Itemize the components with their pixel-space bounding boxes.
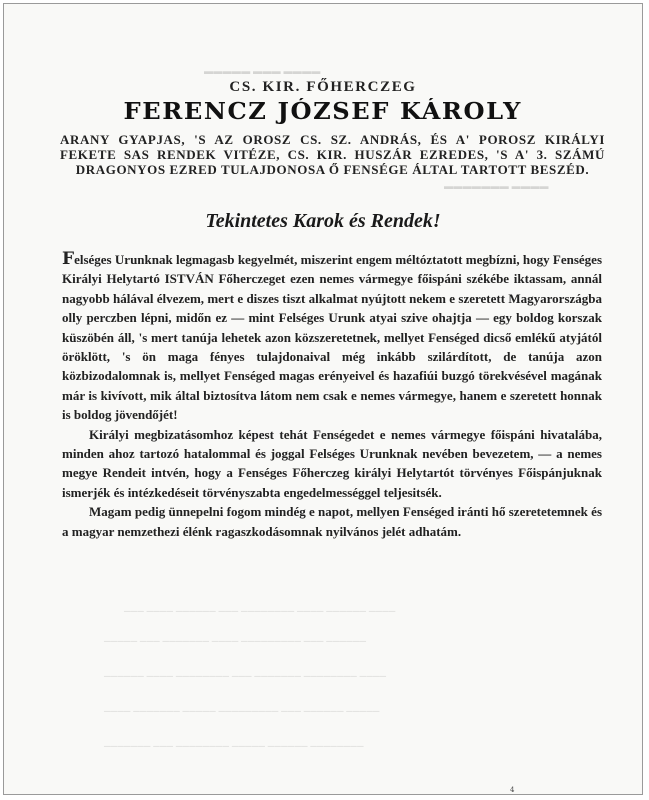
document-page <box>3 3 643 795</box>
salutation: Tekintetes Karok és Rendek! <box>205 210 441 232</box>
title-rank: CS. KIR. FŐHERCZEG <box>229 79 417 95</box>
show-through-text: ────── ──── ──────── ─── ─────── ──────── ──── <box>104 671 387 681</box>
show-through-text: ──── ─────── ───── ───────── ─── ────── ───── <box>104 706 380 716</box>
title-name: FERENCZ JÓZSEF KÁROLY <box>123 98 523 125</box>
subtitle: ARANY GYAPJAS, 'S AZ OROSZ CS. SZ. ANDRÁS, ÉS A' POROSZ KIRÁLYI FEKETE SAS RENDEK VITÉZE, CS. KIR. HUSZÁR EZREDES, 'S A' 3. SZÁMÚ DRAGONYOS EZRED TULAJDONOSA Ő FENSÉGE ÁLTAL TARTOTT BESZÉD. <box>60 132 605 177</box>
speech-body <box>62 250 602 541</box>
show-through-text: ─────── ─── ──────── ───── ────── ──────── <box>104 741 364 751</box>
drop-cap: F <box>62 249 75 269</box>
paragraph-2: Királyi megbizatásomhoz képest tehát Fenségedet e nemes vármegye főispáni hivatalába, minden ahoz tartozó hatalommal és joggal Felséges Urunknak nevében bevezetem, — a nemes megye Rendeit intvén, hogy a Fenséges Főherczeg királyi Helytartót törvényes Főispánjuknak ismerjék és intézkedéseit törvényszabta engedelmességgel teljesitsék. <box>62 426 602 500</box>
page-mark: 4 <box>510 786 515 794</box>
paragraph-3: Magam pedig ünnepelni fogom mindég e napot, mellyen Fenséged iránti hő szeretetemnek és a magyar nemzethezi élénk ragaszkodásomnak nyilvános jelét adhatám. <box>62 504 602 539</box>
paragraph-text: elséges Urunknak legmagasb kegyelmét, miszerint engem méltóztatott megbízni, hogy Fenséges Királyi Helytartó ISTVÁN Főherczeget ezen nemes vármegye főispáni székébe iktassam, annál nagyobb hálával élvezem, mert e diszes tiszt alkalmat nyújtott nekem e szeretett Magyarországba olly perczben lépni, midőn ez — mint Felséges Urunk atyai szive ohajtja — egy boldog korszak küszöbén áll, 's mert tanúja lehetek azon közszeretetnek, mellyet Fenséged dicső emlékű atyjától öröklött, 's ön maga fényes tulajdonaival még inkább szilárdított, de tanúja azon közbizodalomnak is, mellyet Fenséged magas erényeivel és hazafiúi buzgó törekvésével magának már is kivívott, mik által biztosítva látom nem csak e nemes vármegye, hanem e szeretett honnak is boldog jövendőjét! <box>62 252 602 423</box>
paragraph-1 <box>62 250 602 425</box>
document-header <box>4 79 642 125</box>
show-through-text: ───── ─── ─────── ──── ───────── ─── ────── <box>104 636 367 646</box>
show-through-text: ▬▬▬▬▬▬▬ ▬▬▬▬ <box>444 181 549 191</box>
show-through-text: ▬▬▬▬▬ ▬▬▬ ▬▬▬▬ <box>204 66 321 76</box>
show-through-text: ─── ──── ────── ─── ──────── ──── ────── ──── <box>124 606 396 616</box>
